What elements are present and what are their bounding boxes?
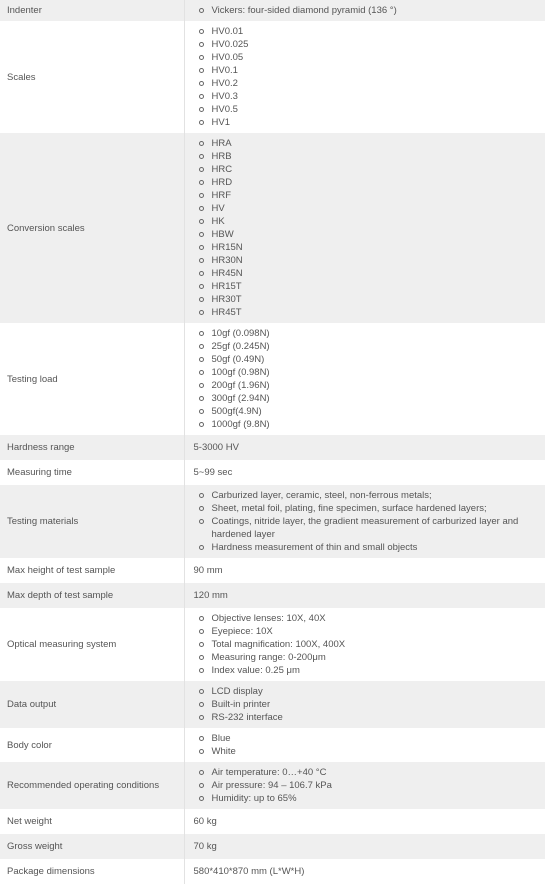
spec-row [0, 728, 545, 762]
spec-value-item: Air temperature: 0…+40 °C [212, 766, 539, 779]
spec-value-item: 300gf (2.94N) [212, 392, 539, 405]
spec-label: Scales [0, 21, 184, 133]
spec-value-item: HR45N [212, 267, 539, 280]
spec-value-item: 50gf (0.49N) [212, 353, 539, 366]
spec-value-item: HR30T [212, 293, 539, 306]
spec-value-item: 100gf (0.98N) [212, 366, 539, 379]
spec-value-item: 200gf (1.96N) [212, 379, 539, 392]
spec-value [184, 728, 545, 762]
spec-label: Testing materials [0, 485, 184, 558]
spec-value-item: 500gf(4.9N) [212, 405, 539, 418]
spec-value-list [194, 485, 539, 558]
spec-label: Testing load [0, 323, 184, 435]
spec-value-item: RS-232 interface [212, 711, 539, 724]
spec-label: Hardness range [0, 435, 184, 460]
spec-value-item: Total magnification: 100X, 400X [212, 638, 539, 651]
spec-value-item: HR15T [212, 280, 539, 293]
spec-value-text: 5-3000 HV [193, 442, 239, 453]
spec-value-list [194, 762, 539, 809]
spec-value-item: HK [212, 215, 539, 228]
spec-row [0, 323, 545, 435]
spec-value-text: 120 mm [193, 590, 228, 601]
spec-value [184, 460, 545, 485]
spec-value-item: Blue [212, 732, 539, 745]
spec-value-item: Humidity: up to 65% [212, 792, 539, 805]
spec-row [0, 583, 545, 608]
spec-value [184, 583, 545, 608]
spec-value-list [194, 323, 539, 435]
spec-row [0, 762, 545, 809]
spec-row [0, 21, 545, 133]
spec-label: Indenter [0, 0, 184, 21]
spec-value-item: HRA [212, 137, 539, 150]
spec-value-item: HR15N [212, 241, 539, 254]
spec-value-text: 60 kg [193, 816, 217, 827]
spec-value-list [194, 728, 539, 762]
spec-row [0, 485, 545, 558]
spec-row [0, 0, 545, 21]
spec-value-text: 5~99 sec [193, 467, 233, 478]
spec-label: Optical measuring system [0, 608, 184, 681]
spec-row [0, 435, 545, 460]
spec-row [0, 558, 545, 583]
spec-value [184, 485, 545, 558]
spec-row [0, 460, 545, 485]
spec-value-text: 90 mm [193, 565, 223, 576]
spec-value-item: HV0.3 [212, 90, 539, 103]
spec-value-list [194, 0, 539, 21]
spec-value-item: Eyepiece: 10X [212, 625, 539, 638]
spec-value-item: 1000gf (9.8N) [212, 418, 539, 431]
spec-value-item: HRB [212, 150, 539, 163]
spec-value-item: Air pressure: 94 – 106.7 kPa [212, 779, 539, 792]
spec-value-item: Vickers: four-sided diamond pyramid (136 °) [212, 4, 539, 17]
spec-value-item: HV0.1 [212, 64, 539, 77]
spec-label: Max depth of test sample [0, 583, 184, 608]
spec-value [184, 435, 545, 460]
spec-value-item: Hardness measurement of thin and small objects [212, 541, 539, 554]
spec-value-item: Objective lenses: 10X, 40X [212, 612, 539, 625]
spec-value [184, 133, 545, 323]
spec-value-list [194, 21, 539, 133]
spec-value [184, 681, 545, 728]
spec-value [184, 558, 545, 583]
spec-row [0, 133, 545, 323]
spec-value-item: Carburized layer, ceramic, steel, non-ferrous metals; [212, 489, 539, 502]
spec-value-item: HR30N [212, 254, 539, 267]
spec-value [184, 809, 545, 834]
spec-value [184, 608, 545, 681]
spec-value [184, 0, 545, 21]
spec-value-list [194, 608, 539, 681]
spec-value [184, 834, 545, 859]
spec-value [184, 323, 545, 435]
spec-value-item: HRC [212, 163, 539, 176]
spec-row [0, 859, 545, 884]
spec-value-item: 10gf (0.098N) [212, 327, 539, 340]
spec-label: Recommended operating conditions [0, 762, 184, 809]
spec-label: Data output [0, 681, 184, 728]
spec-value-item: Measuring range: 0-200μm [212, 651, 539, 664]
spec-value-item: LCD display [212, 685, 539, 698]
spec-value-item: Coatings, nitride layer, the gradient measurement of carburized layer and hardened layer [212, 515, 539, 541]
spec-value-item: HV0.01 [212, 25, 539, 38]
spec-value-item: HR45T [212, 306, 539, 319]
spec-value-item: HV0.05 [212, 51, 539, 64]
spec-value-item: Sheet, metal foil, plating, fine specimen, surface hardened layers; [212, 502, 539, 515]
spec-row [0, 681, 545, 728]
spec-value-item: HV0.5 [212, 103, 539, 116]
spec-value-item: Index value: 0.25 μm [212, 664, 539, 677]
spec-row [0, 834, 545, 859]
spec-value-item: HV0.025 [212, 38, 539, 51]
spec-value-item: HV0.2 [212, 77, 539, 90]
spec-value-item: White [212, 745, 539, 758]
spec-label: Net weight [0, 809, 184, 834]
spec-value-text: 580*410*870 mm (L*W*H) [193, 866, 305, 877]
spec-value-item: Built-in printer [212, 698, 539, 711]
spec-label: Max height of test sample [0, 558, 184, 583]
spec-value-item: HRD [212, 176, 539, 189]
spec-value-item: 25gf (0.245N) [212, 340, 539, 353]
spec-value-text: 70 kg [193, 841, 217, 852]
spec-label: Package dimensions [0, 859, 184, 884]
spec-value-item: HV [212, 202, 539, 215]
spec-value-item: HV1 [212, 116, 539, 129]
spec-label: Body color [0, 728, 184, 762]
spec-value-item: HBW [212, 228, 539, 241]
spec-value [184, 21, 545, 133]
spec-value [184, 762, 545, 809]
spec-value [184, 859, 545, 884]
spec-row [0, 608, 545, 681]
spec-label: Gross weight [0, 834, 184, 859]
spec-label: Conversion scales [0, 133, 184, 323]
spec-row [0, 809, 545, 834]
spec-value-item: HRF [212, 189, 539, 202]
spec-label: Measuring time [0, 460, 184, 485]
spec-value-list [194, 681, 539, 728]
spec-value-list [194, 133, 539, 323]
